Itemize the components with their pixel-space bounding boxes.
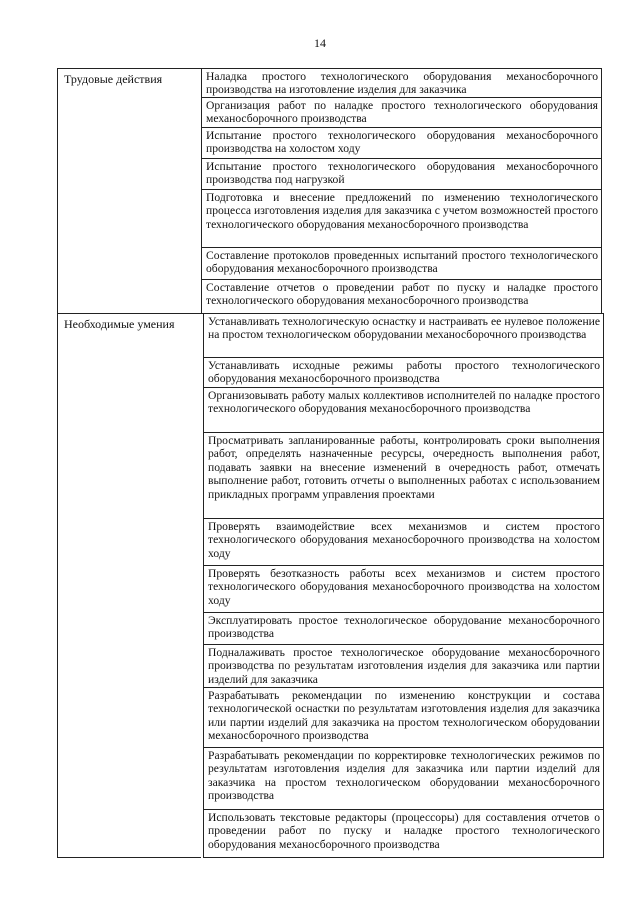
row-text: Просматривать запланированные работы, контролировать сроки выполнения работ, определять назначенные ресурсы, очередность выполнения работ, подавать заявки на внесение изменений в очередность работ, отмечать выполнение работ, готовить отчеты о выполненных работах с использованием прикладных программ управления проектами: [208, 434, 600, 501]
row-text: Наладка простого технологического оборудования механосборочного производства на изготовление изделия для заказчика: [206, 70, 598, 97]
section-label-required-skills: Необходимые умения: [64, 317, 175, 331]
table-row: [203, 644, 604, 688]
table-row: [203, 747, 604, 810]
row-text: Составление протоколов проведенных испытаний простого технологического оборудования механосборочного производства: [206, 249, 598, 276]
table-top-border-left: [57, 68, 201, 69]
table-row: [201, 158, 602, 190]
table-row: [203, 565, 604, 613]
table-row: [203, 687, 604, 748]
row-text: Устанавливать технологическую оснастку и настраивать ее нулевое положение на простом технологическом оборудовании механосборочного производства: [208, 315, 600, 342]
table-row: [201, 247, 602, 280]
table-row: [203, 357, 604, 388]
row-text: Разрабатывать рекомендации по корректировке технологических режимов по результатам изготовления изделия для заказчика или партии изделий для заказчика на простом технологическом оборудовании механосборочного производства: [208, 749, 600, 803]
table-row: [201, 279, 602, 314]
table-row: [201, 127, 602, 159]
table-row: [201, 189, 602, 248]
row-text: Эксплуатировать простое технологическое оборудование механосборочного производства: [208, 614, 600, 641]
table-row: [201, 97, 602, 128]
row-text: Устанавливать исходные режимы работы простого технологического оборудования механосборочного производства: [208, 359, 600, 386]
row-text: Разрабатывать рекомендации по изменению конструкции и состава технологической оснастки по результатам изготовления изделия для заказчика или партии изделий для заказчика на простом технологическом оборудовании механосборочного производства: [208, 689, 600, 743]
row-text: Проверять безотказность работы всех механизмов и систем простого технологического оборудования механосборочного производства на холостом ходу: [208, 567, 600, 607]
table-row: [203, 518, 604, 566]
row-text: Составление отчетов о проведении работ по пуску и наладке простого технологического оборудования механосборочного производства: [206, 281, 598, 308]
row-text: Испытание простого технологического оборудования механосборочного производства на холостом ходу: [206, 129, 598, 156]
table-row: [203, 313, 604, 358]
row-text: Проверять взаимодействие всех механизмов и систем простого технологического оборудования механосборочного производства на холостом ходу: [208, 520, 600, 560]
table-row: [203, 612, 604, 645]
page-number: 14: [314, 36, 326, 50]
row-text: Подготовка и внесение предложений по изменению технологического процесса изготовления изделия для заказчика с учетом возможностей простого технологического оборудования механосборочного производства: [206, 191, 598, 231]
section-label-labor-actions: Трудовые действия: [64, 72, 163, 86]
row-text: Организовывать работу малых коллективов исполнителей по наладке простого технологического оборудования механосборочного производства: [208, 389, 600, 416]
table-row: [203, 809, 604, 858]
row-text: Организация работ по наладке простого технологического оборудования механосборочного производства: [206, 99, 598, 126]
row-text: Использовать текстовые редакторы (процессоры) для составления отчетов о проведении работ по пуску и наладке простого технологического оборудования механосборочного производства: [208, 811, 600, 851]
table-left-border: [57, 68, 58, 858]
table-row: [203, 432, 604, 519]
row-text: Подналаживать простое технологическое оборудование механосборочного производства по результатам изготовления изделия для заказчика или партии изделий для заказчика: [208, 646, 600, 686]
table-row: [201, 68, 602, 98]
row-text: Испытание простого технологического оборудования механосборочного производства под нагрузкой: [206, 160, 598, 187]
table-bottom-border-left: [57, 857, 201, 858]
table-row: [203, 387, 604, 433]
table-section-divider: [57, 313, 201, 314]
